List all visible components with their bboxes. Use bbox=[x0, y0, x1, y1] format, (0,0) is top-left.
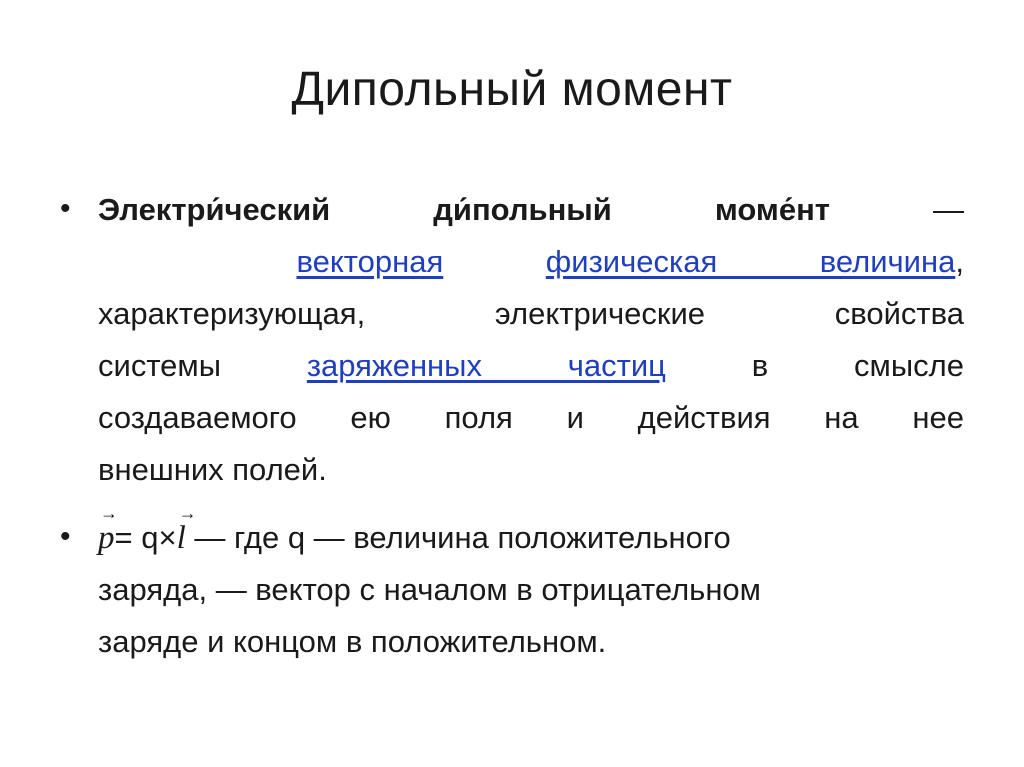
vector-arrow-icon: → bbox=[100, 503, 118, 523]
link-physical-quantity-text: физическая величина bbox=[545, 244, 956, 279]
slide-title: Дипольный момент bbox=[291, 63, 733, 116]
term-word-electric: Электри́ческий bbox=[98, 192, 331, 227]
definition-dash: — bbox=[932, 192, 964, 227]
link-charged-particles[interactable]: заряженных частиц bbox=[306, 348, 666, 383]
p-symbol: p bbox=[98, 520, 115, 556]
formula-line bbox=[98, 503, 731, 558]
definition-line-4 bbox=[98, 346, 964, 386]
bullet-marker: • bbox=[60, 520, 71, 553]
definition-line-6: внешних полей. bbox=[98, 452, 327, 487]
term-word-dipole: ди́польный bbox=[433, 192, 612, 227]
word: системы bbox=[98, 348, 222, 383]
term-word-moment: моме́нт bbox=[714, 192, 830, 227]
formula-explanation-line-2: заряда, — вектор с началом в отрицательном bbox=[98, 572, 761, 607]
dipole-vector-p bbox=[98, 503, 118, 558]
word: смысле bbox=[854, 348, 964, 383]
definition-line-1 bbox=[98, 190, 964, 230]
bullet-marker: • bbox=[60, 192, 71, 225]
word: действия bbox=[637, 400, 771, 435]
vector-arrow-icon: → bbox=[178, 503, 197, 523]
l-symbol: l bbox=[176, 520, 186, 556]
word: в bbox=[751, 348, 769, 383]
word: на bbox=[824, 400, 859, 435]
link-vector[interactable]: векторная bbox=[296, 244, 444, 279]
word: создаваемого bbox=[98, 400, 297, 435]
definition-line-5 bbox=[98, 398, 964, 438]
link-physical-quantity[interactable] bbox=[546, 244, 956, 279]
word: ею bbox=[350, 400, 391, 435]
comma: , bbox=[955, 244, 964, 279]
formula-explanation-line-3: заряде и концом в положительном. bbox=[98, 624, 607, 659]
word: нее bbox=[912, 400, 964, 435]
word: характеризующая, bbox=[98, 296, 366, 331]
definition-line-3 bbox=[98, 294, 964, 334]
equals-q-times: = q× bbox=[114, 520, 177, 555]
formula-explanation: — где q — величина положительного bbox=[185, 520, 731, 555]
word: свойства bbox=[834, 296, 964, 331]
definition-line-2 bbox=[98, 242, 964, 282]
displacement-vector-l bbox=[176, 503, 197, 558]
word: поля bbox=[444, 400, 513, 435]
word: электрические bbox=[494, 296, 706, 331]
word: и bbox=[566, 400, 584, 435]
